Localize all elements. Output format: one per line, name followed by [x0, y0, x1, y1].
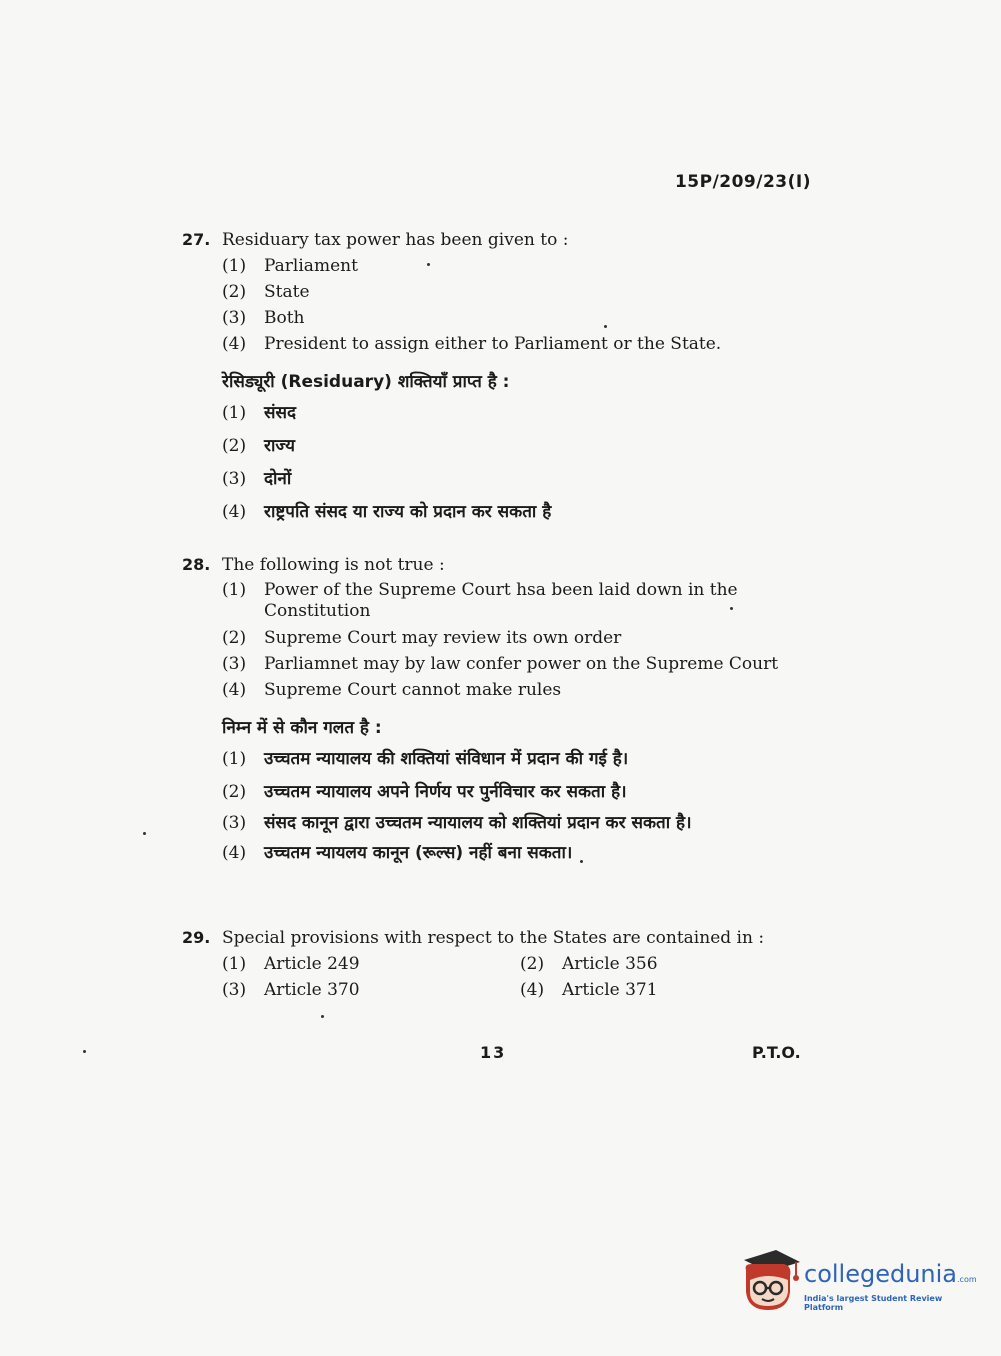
hindi-options	[222, 397, 822, 529]
option	[222, 625, 822, 651]
option-text: Power of the Supreme Court hsa been laid down in the Constitution	[264, 580, 738, 621]
option-number: (2)	[520, 954, 545, 974]
option-number: (4)	[520, 980, 545, 1000]
hindi-option	[222, 743, 822, 776]
hindi-option	[222, 776, 822, 809]
option-number: (2)	[222, 628, 247, 648]
question-29	[182, 925, 822, 1003]
page-number: 13	[480, 1043, 507, 1062]
option-number: (3)	[222, 308, 247, 328]
option-grid	[222, 951, 822, 1003]
option-text: उच्चतम न्यायालय अपने निर्णय पर पुर्नविचार कर सकता है।	[264, 782, 627, 802]
question-number: 27.	[182, 230, 211, 249]
option-number: (3)	[222, 654, 247, 674]
option-text: Parliament	[264, 256, 358, 276]
option-number: (1)	[222, 256, 247, 276]
option-text: Article 371	[562, 980, 658, 1000]
hindi-question-text: रेसिड्यूरी (Residuary) शक्तियाँ प्राप्त है :	[222, 372, 510, 392]
option-text: उच्चतम न्यायालय की शक्तियां संविधान में प्रदान की गई है।	[264, 749, 629, 769]
option-number: (3)	[222, 980, 247, 1000]
option-number: (4)	[222, 843, 247, 863]
option	[222, 279, 822, 305]
hindi-option	[222, 809, 822, 837]
question-stem	[182, 227, 822, 253]
scan-speck	[427, 263, 430, 266]
scan-speck	[143, 832, 146, 835]
question-stem	[182, 925, 822, 951]
hindi-option	[222, 496, 822, 529]
option-text: संसद	[264, 403, 297, 423]
hindi-option	[222, 837, 822, 870]
option-number: (3)	[222, 469, 247, 489]
question-number: 29.	[182, 928, 211, 947]
question-text: The following is not true :	[222, 555, 445, 575]
option	[222, 305, 822, 331]
option-text: दोनों	[264, 469, 292, 489]
option-number: (4)	[222, 680, 247, 700]
option-text: राष्ट्रपति संसद या राज्य को प्रदान कर सकता है	[264, 502, 552, 522]
hindi-option	[222, 430, 822, 463]
english-options	[222, 253, 822, 357]
logo-tagline: India's largest Student Review Platform	[804, 1294, 943, 1312]
option-number: (4)	[222, 502, 247, 522]
scan-speck	[580, 860, 583, 863]
pto-label: P.T.O.	[752, 1043, 801, 1062]
collegedunia-logo[interactable]	[740, 1246, 977, 1316]
question-28	[182, 552, 822, 870]
option	[222, 578, 822, 625]
option	[520, 951, 760, 977]
option	[222, 977, 520, 1003]
logo-suffix: .com	[957, 1275, 977, 1284]
hindi-option	[222, 397, 822, 430]
option-number: (1)	[222, 749, 247, 769]
option	[222, 331, 822, 357]
option	[222, 651, 822, 677]
scan-speck	[604, 325, 607, 328]
option-text: Parliamnet may by law confer power on the Supreme Court	[264, 654, 779, 674]
hindi-question-text: निम्न में से कौन गलत है :	[222, 718, 382, 738]
option-number: (2)	[222, 782, 247, 802]
option	[222, 253, 822, 279]
english-options	[222, 578, 822, 703]
option-number: (2)	[222, 282, 247, 302]
option-number: (3)	[222, 813, 247, 833]
option-text: State	[264, 282, 310, 302]
scan-speck	[83, 1050, 86, 1053]
option-text: President to assign either to Parliament or the State.	[264, 334, 722, 354]
option	[520, 977, 760, 1003]
logo-wordmark	[804, 1260, 977, 1288]
option-number: (4)	[222, 334, 247, 354]
logo-name-text: collegedunia	[804, 1260, 958, 1288]
option-text: Supreme Court cannot make rules	[264, 680, 562, 700]
option-number: (2)	[222, 436, 247, 456]
option-number: (1)	[222, 580, 247, 600]
student-face-icon	[740, 1246, 802, 1316]
paper-code: 15P/209/23(I)	[674, 172, 811, 192]
question-stem	[182, 552, 822, 578]
option-text: राज्य	[264, 436, 295, 456]
question-text: Special provisions with respect to the States are contained in :	[222, 928, 765, 948]
option-text: संसद कानून द्वारा उच्चतम न्यायालय को शक्तियां प्रदान कर सकता है।	[264, 813, 692, 833]
option-text: Both	[264, 308, 305, 328]
question-27	[182, 227, 822, 529]
option	[222, 951, 520, 977]
option-text: Article 370	[264, 980, 360, 1000]
scan-speck	[321, 1015, 324, 1018]
option-text: Supreme Court may review its own order	[264, 628, 622, 648]
hindi-option	[222, 463, 822, 496]
scan-speck	[730, 607, 733, 610]
option	[222, 677, 822, 703]
hindi-options	[222, 743, 822, 870]
question-number: 28.	[182, 555, 211, 574]
option-text: Article 356	[562, 954, 658, 974]
option-number: (1)	[222, 954, 247, 974]
option-number: (1)	[222, 403, 247, 423]
option-text: उच्चतम न्यायलय कानून (रूल्स) नहीं बना सकता।	[264, 843, 573, 863]
question-text: Residuary tax power has been given to :	[222, 230, 569, 250]
option-text: Article 249	[264, 954, 360, 974]
